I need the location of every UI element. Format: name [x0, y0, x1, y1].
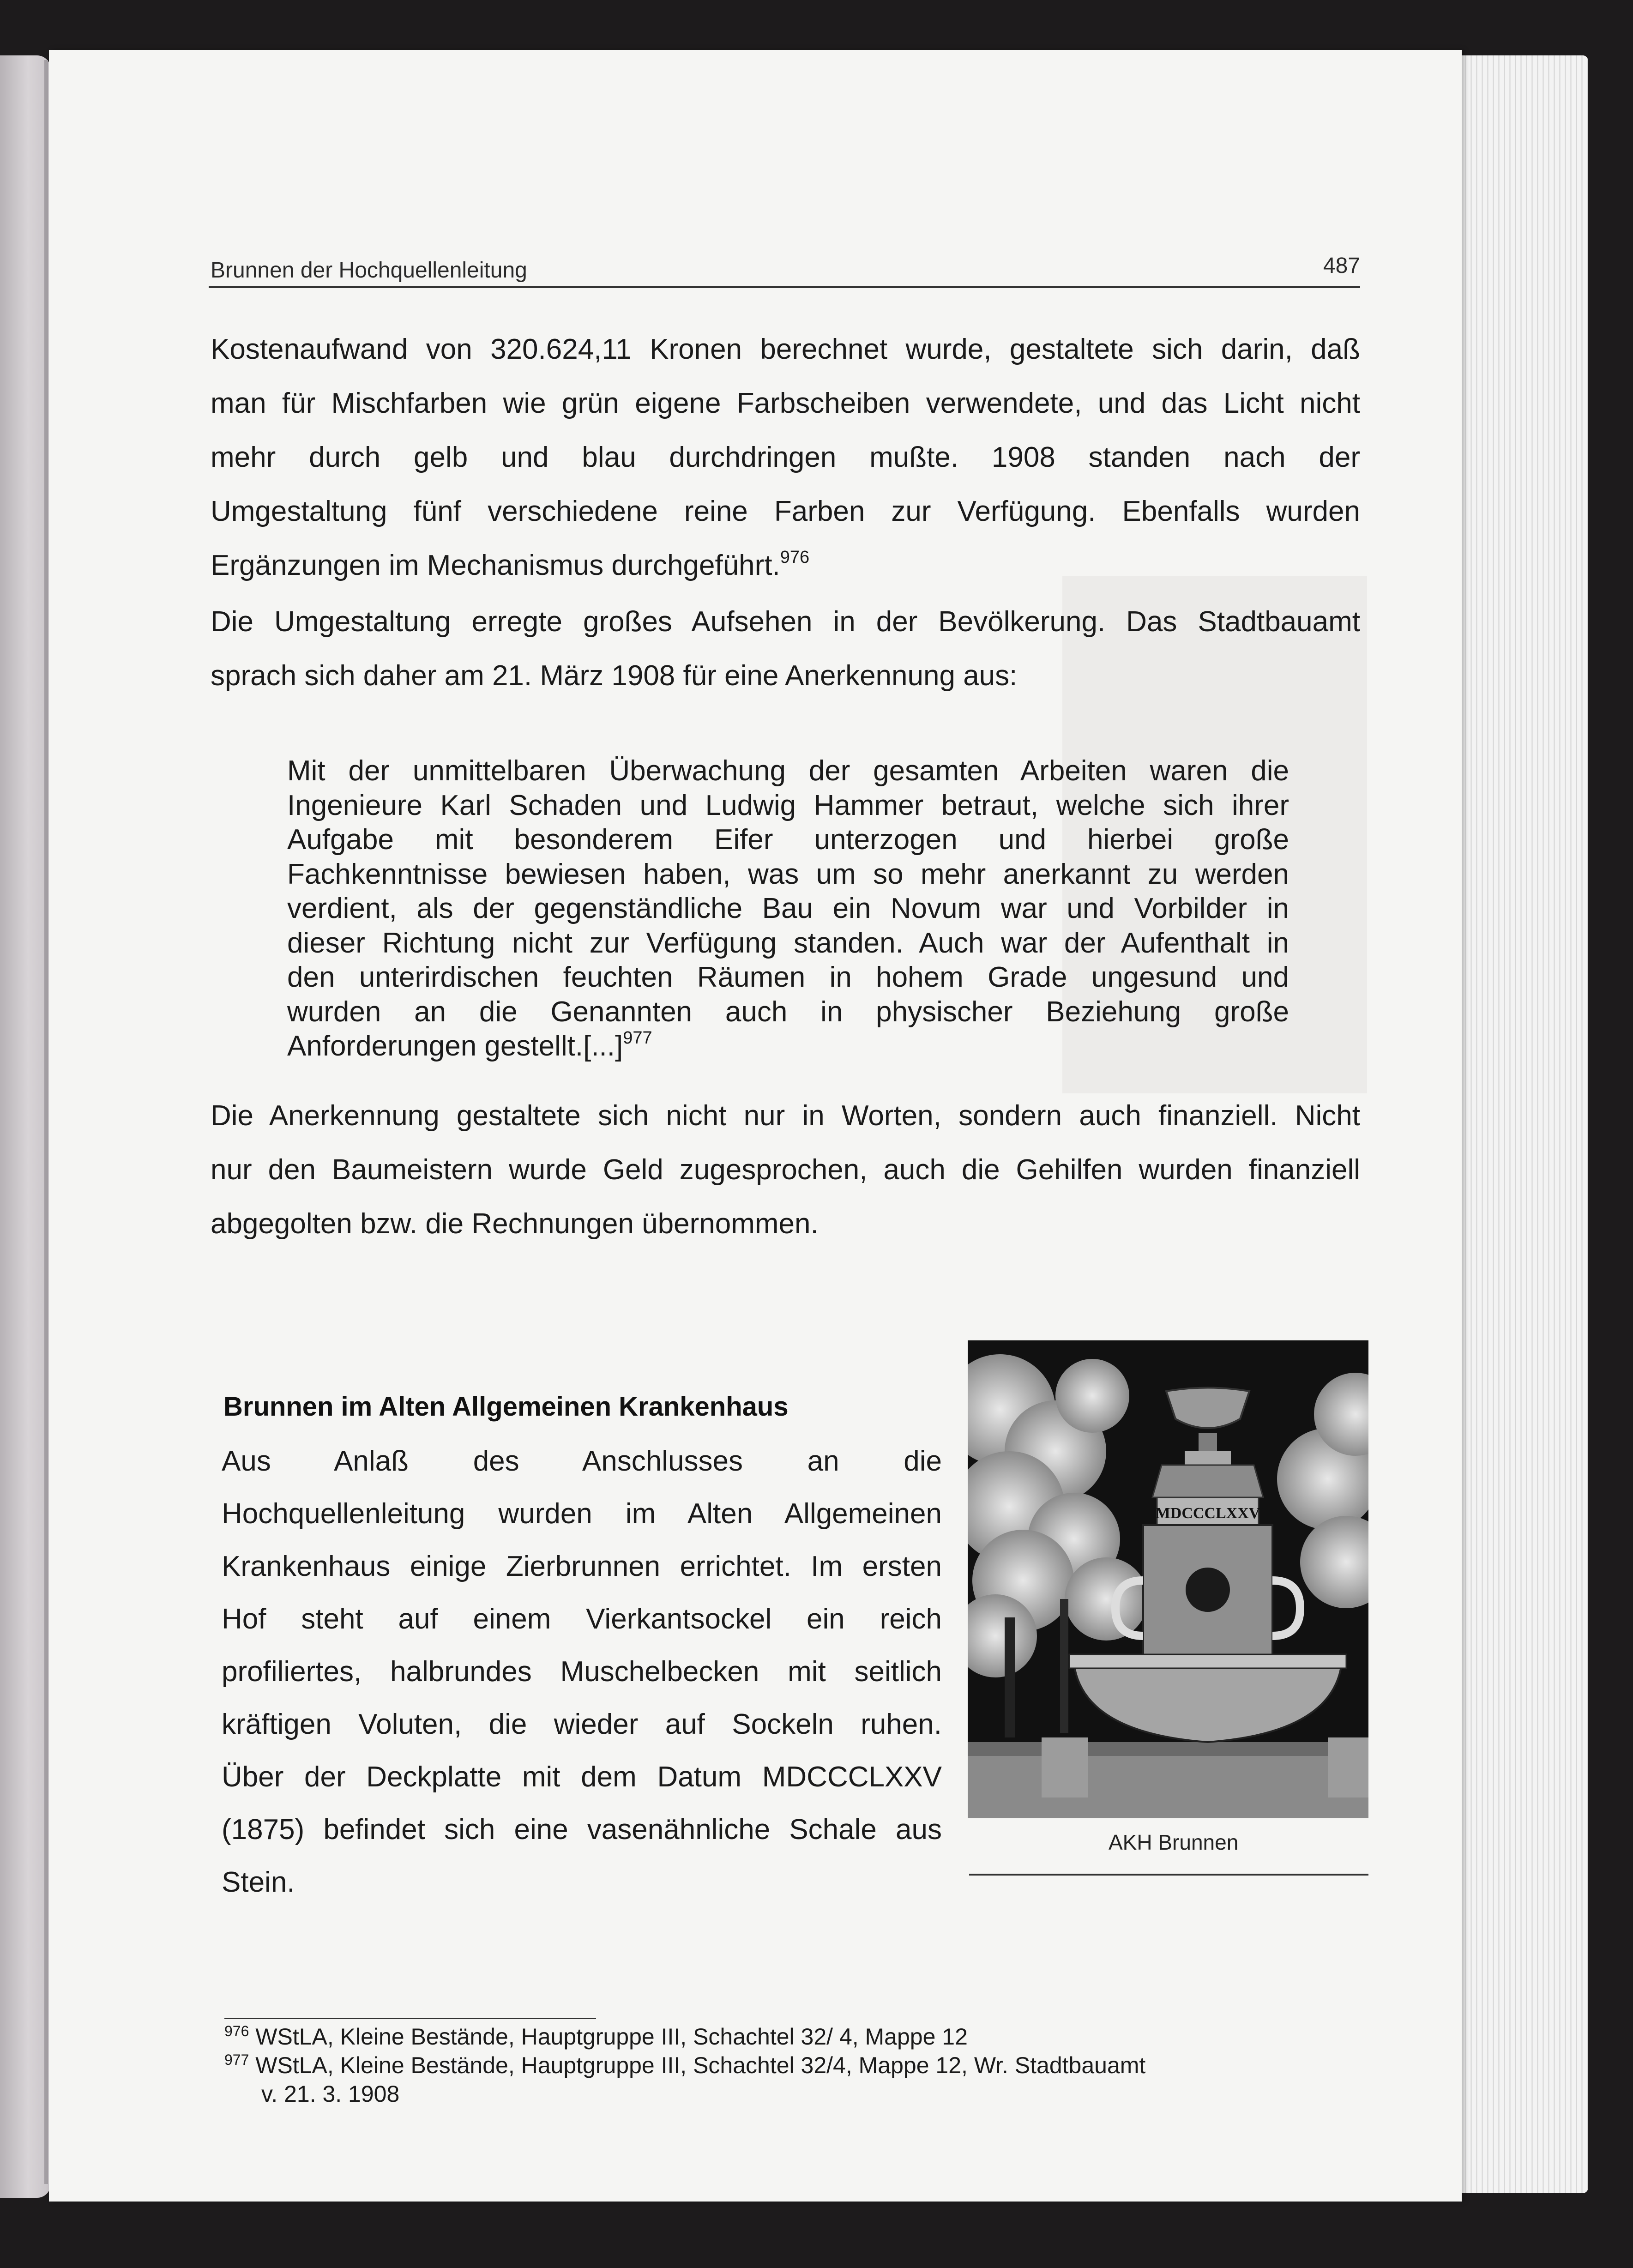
text-line: Hochquellenleitung wurden im Alten Allgemeinen [222, 1498, 942, 1530]
quote-line: Aufgabe mit besonderem Eifer unterzogen und hierbei große [287, 824, 1289, 856]
text-line: abgegolten bzw. die Rechnungen übernommen. [211, 1208, 819, 1240]
quote-line-content: Anforderungen gestellt.[...] [287, 1030, 623, 1062]
paragraph-3 [211, 1089, 1360, 1251]
tree-trunk [1060, 1599, 1068, 1733]
paragraph-1 [211, 322, 1360, 592]
book-page [49, 50, 1462, 2202]
fountain-illustration [968, 1340, 1368, 1818]
quote-line: Mit der unmittelbaren Überwachung der gesamten Arbeiten waren die [287, 755, 1289, 787]
section-body [222, 1435, 942, 1909]
footnote-text: WStLA, Kleine Bestände, Hauptgruppe III, Schachtel 32/4, Mappe 12, Wr. Stadtbauamt [255, 2052, 1146, 2078]
text-line: (1875) befindet sich eine vasenähnliche Schale aus [222, 1814, 942, 1846]
text-line: Über der Deckplatte mit dem Datum MDCCCLXXV [222, 1761, 942, 1793]
text-line: man für Mischfarben wie grün eigene Farbscheiben verwendete, und das Licht nicht [211, 387, 1360, 419]
quote-line: dieser Richtung nicht zur Verfügung standen. Auch war der Aufenthalt in [287, 927, 1289, 959]
quote-line: Ingenieure Karl Schaden und Ludwig Hammer betraut, welche sich ihrer [287, 789, 1289, 821]
text-line: Krankenhaus einige Zierbrunnen errichtet. Im ersten [222, 1550, 942, 1582]
footnote-text: WStLA, Kleine Bestände, Hauptgruppe III, Schachtel 32/ 4, Mappe 12 [255, 2024, 968, 2050]
text-line: kräftigen Voluten, die wieder auf Sockeln ruhen. [222, 1708, 942, 1740]
book-gutter [44, 60, 48, 2184]
text-line: Stein. [222, 1866, 295, 1898]
text-line: Die Anerkennung gestaltete sich nicht nur in Worten, sondern auch finanziell. Nicht [211, 1100, 1360, 1132]
text-line [211, 538, 1360, 592]
text-line: mehr durch gelb und blau durchdringen mußte. 1908 standen nach der [211, 441, 1360, 473]
text-line: Umgestaltung fünf verschiedene reine Farben zur Verfügung. Ebenfalls wurden [211, 495, 1360, 527]
fountain-photo [968, 1340, 1368, 1818]
text-line: Hof steht auf einem Vierkantsockel ein reich [222, 1603, 942, 1635]
quote-line: wurden an die Genannten auch in physischer Beziehung große [287, 995, 1289, 1028]
text-line: profiliertes, halbrundes Muschelbecken mit seitlich [222, 1656, 942, 1688]
footnotes [224, 2024, 1145, 2107]
footnote-ref-977: 977 [623, 1028, 652, 1048]
footnote-mark: 977 [224, 2051, 249, 2068]
left-page-edge [0, 55, 51, 2198]
text-line: nur den Baumeistern wurde Geld zugesprochen, auch die Gehilfen wurden finanziell [211, 1154, 1360, 1186]
tree-trunk [1005, 1617, 1015, 1737]
quote-line: Fachkenntnisse bewiesen haben, was um so mehr anerkannt zu werden [287, 858, 1289, 890]
footnote-976 [224, 2024, 1145, 2052]
photo-caption: AKH Brunnen [1109, 1830, 1239, 1854]
footnote-977 [224, 2052, 1145, 2081]
caption-rule [969, 1874, 1368, 1876]
text-line: Aus Anlaß des Anschlusses an die [222, 1445, 942, 1477]
quote-line: verdient, als der gegenständliche Bau ein Novum war und Vorbilder in [287, 893, 1289, 924]
page-number: 487 [1323, 253, 1360, 278]
footnote-rule [224, 2018, 596, 2019]
paragraph-2 [211, 595, 1360, 703]
section-heading: Brunnen im Alten Allgemeinen Krankenhaus [223, 1392, 789, 1422]
running-title: Brunnen der Hochquellenleitung [211, 258, 527, 283]
fountain-inscription: MDCCCLXXV [1155, 1505, 1260, 1522]
page-stack-edge [1450, 55, 1588, 2193]
block-quote [287, 754, 1289, 1064]
quote-line: den unterirdischen feuchten Räumen in hohem Grade ungesund und [287, 961, 1289, 993]
header-rule [209, 286, 1360, 288]
text-line-content: Ergänzungen im Mechanismus durchgeführt. [211, 549, 780, 581]
footnote-continuation: v. 21. 3. 1908 [261, 2081, 400, 2107]
footnote-ref-976: 976 [780, 548, 810, 567]
text-line: Die Umgestaltung erregte großes Aufsehen in der Bevölkerung. Das Stadtbauamt [211, 606, 1360, 638]
text-line: Kostenaufwand von 320.624,11 Kronen berechnet wurde, gestaltete sich darin, daß [211, 333, 1360, 365]
text-line: sprach sich daher am 21. März 1908 für eine Anerkennung aus: [211, 660, 1018, 692]
footnote-mark: 976 [224, 2023, 249, 2039]
quote-line [287, 1029, 1289, 1064]
